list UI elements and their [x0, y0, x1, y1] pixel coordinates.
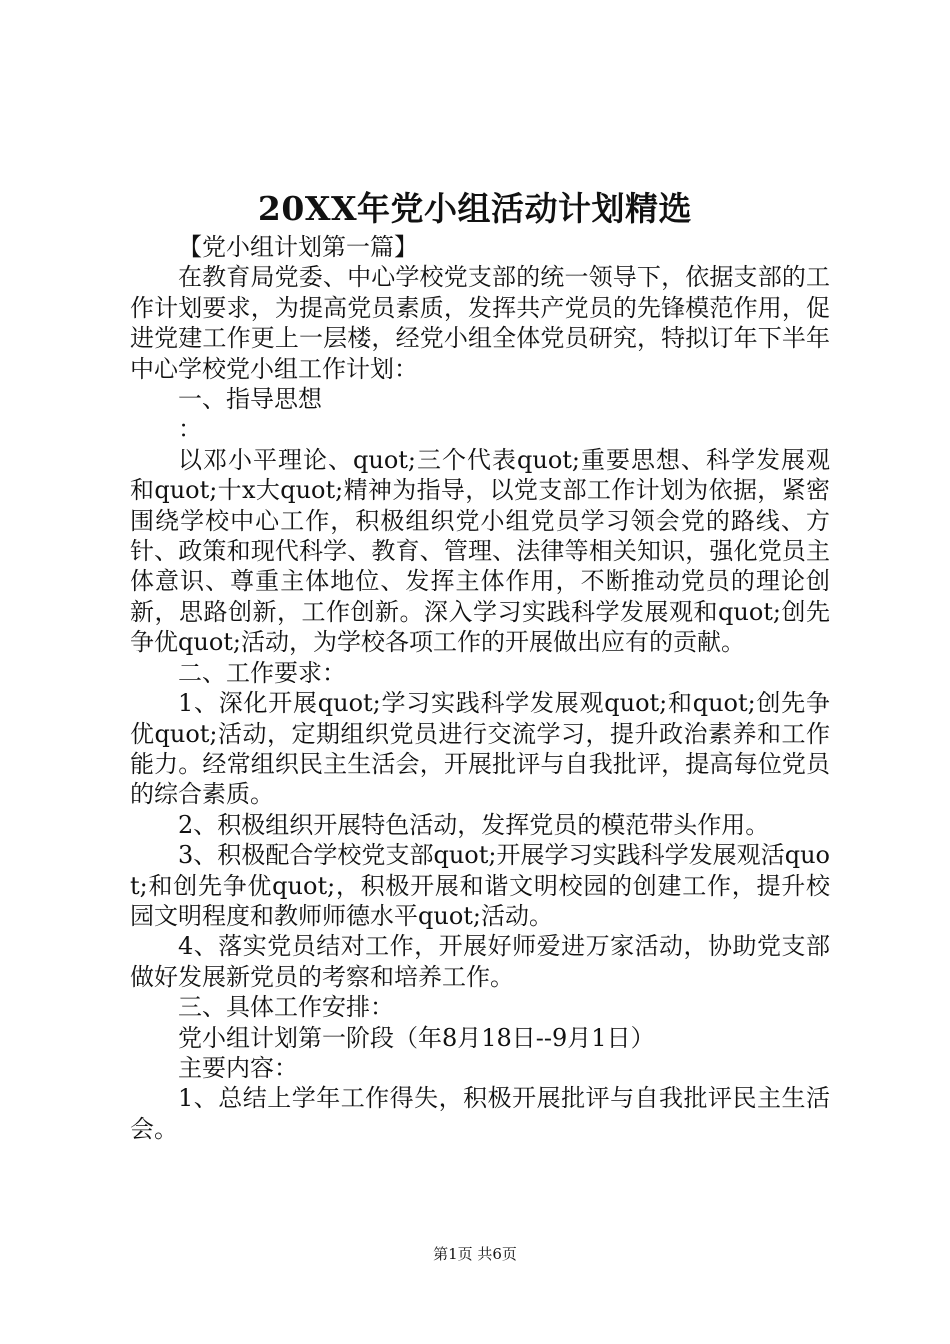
document-body	[130, 232, 830, 1144]
paragraph-section-heading: 【党小组计划第一篇】	[178, 233, 418, 261]
heading-work-requirements: 二、工作要求：	[178, 658, 346, 687]
paragraph-requirement-1: 1、深化开展quot;学习实践科学发展观quot;和quot;创先争优quot;活动，定期组织党员进行交流学习，提升政治素养和工作能力。经常组织民主生活会，开展批评与自我批评，提高每位党员的综合素质。	[130, 689, 830, 809]
paragraph-main-content: 主要内容：	[178, 1053, 298, 1082]
paragraph-phase-one: 党小组计划第一阶段（年8月18日--9月1日）	[178, 1023, 655, 1052]
page-title: 20XX年党小组活动计划精选	[257, 189, 693, 228]
paragraph-intro: 在教育局党委、中心学校党支部的统一领导下，依据支部的工作计划要求，为提高党员素质，发挥共产党员的先锋模范作用，促进党建工作更上一层楼，经党小组全体党员研究，特拟订年下半年中心学校党小组工作计划：	[130, 263, 830, 383]
paragraph-content-1: 1、总结上学年工作得失，积极开展批评与自我批评民主生活会。	[130, 1084, 830, 1143]
page-footer: 第1页 共6页	[433, 1245, 517, 1263]
heading-guiding-ideology: 一、指导思想	[178, 385, 322, 414]
paragraph-requirement-3: 3、积极配合学校党支部quot;开展学习实践科学发展观活quot;和创先争优quot;，积极开展和谐文明校园的创建工作，提升校园文明程度和教师师德水平quot;活动。	[130, 841, 830, 930]
heading-work-arrangement: 三、具体工作安排：	[178, 993, 394, 1022]
paragraph-requirement-4: 4、落实党员结对工作，开展好师爱进万家活动，协助党支部做好发展新党员的考察和培养工作。	[130, 932, 830, 991]
paragraph-colon: ：	[178, 415, 202, 444]
paragraph-requirement-2: 2、积极组织开展特色活动，发挥党员的模范带头作用。	[178, 810, 770, 839]
paragraph-guiding-ideology: 以邓小平理论、quot;三个代表quot;重要思想、科学发展观和quot;十x大quot;精神为指导，以党支部工作计划为依据，紧密围绕学校中心工作，积极组织党小组党员学习领会党的路线、方针、政策和现代科学、教育、管理、法律等相关知识，强化党员主体意识、尊重主体地位、发挥主体作用，不断推动党员的理论创新，思路创新，工作创新。深入学习实践科学发展观和quot;创先争优quot;活动，为学校各项工作的开展做出应有的贡献。	[130, 445, 830, 657]
